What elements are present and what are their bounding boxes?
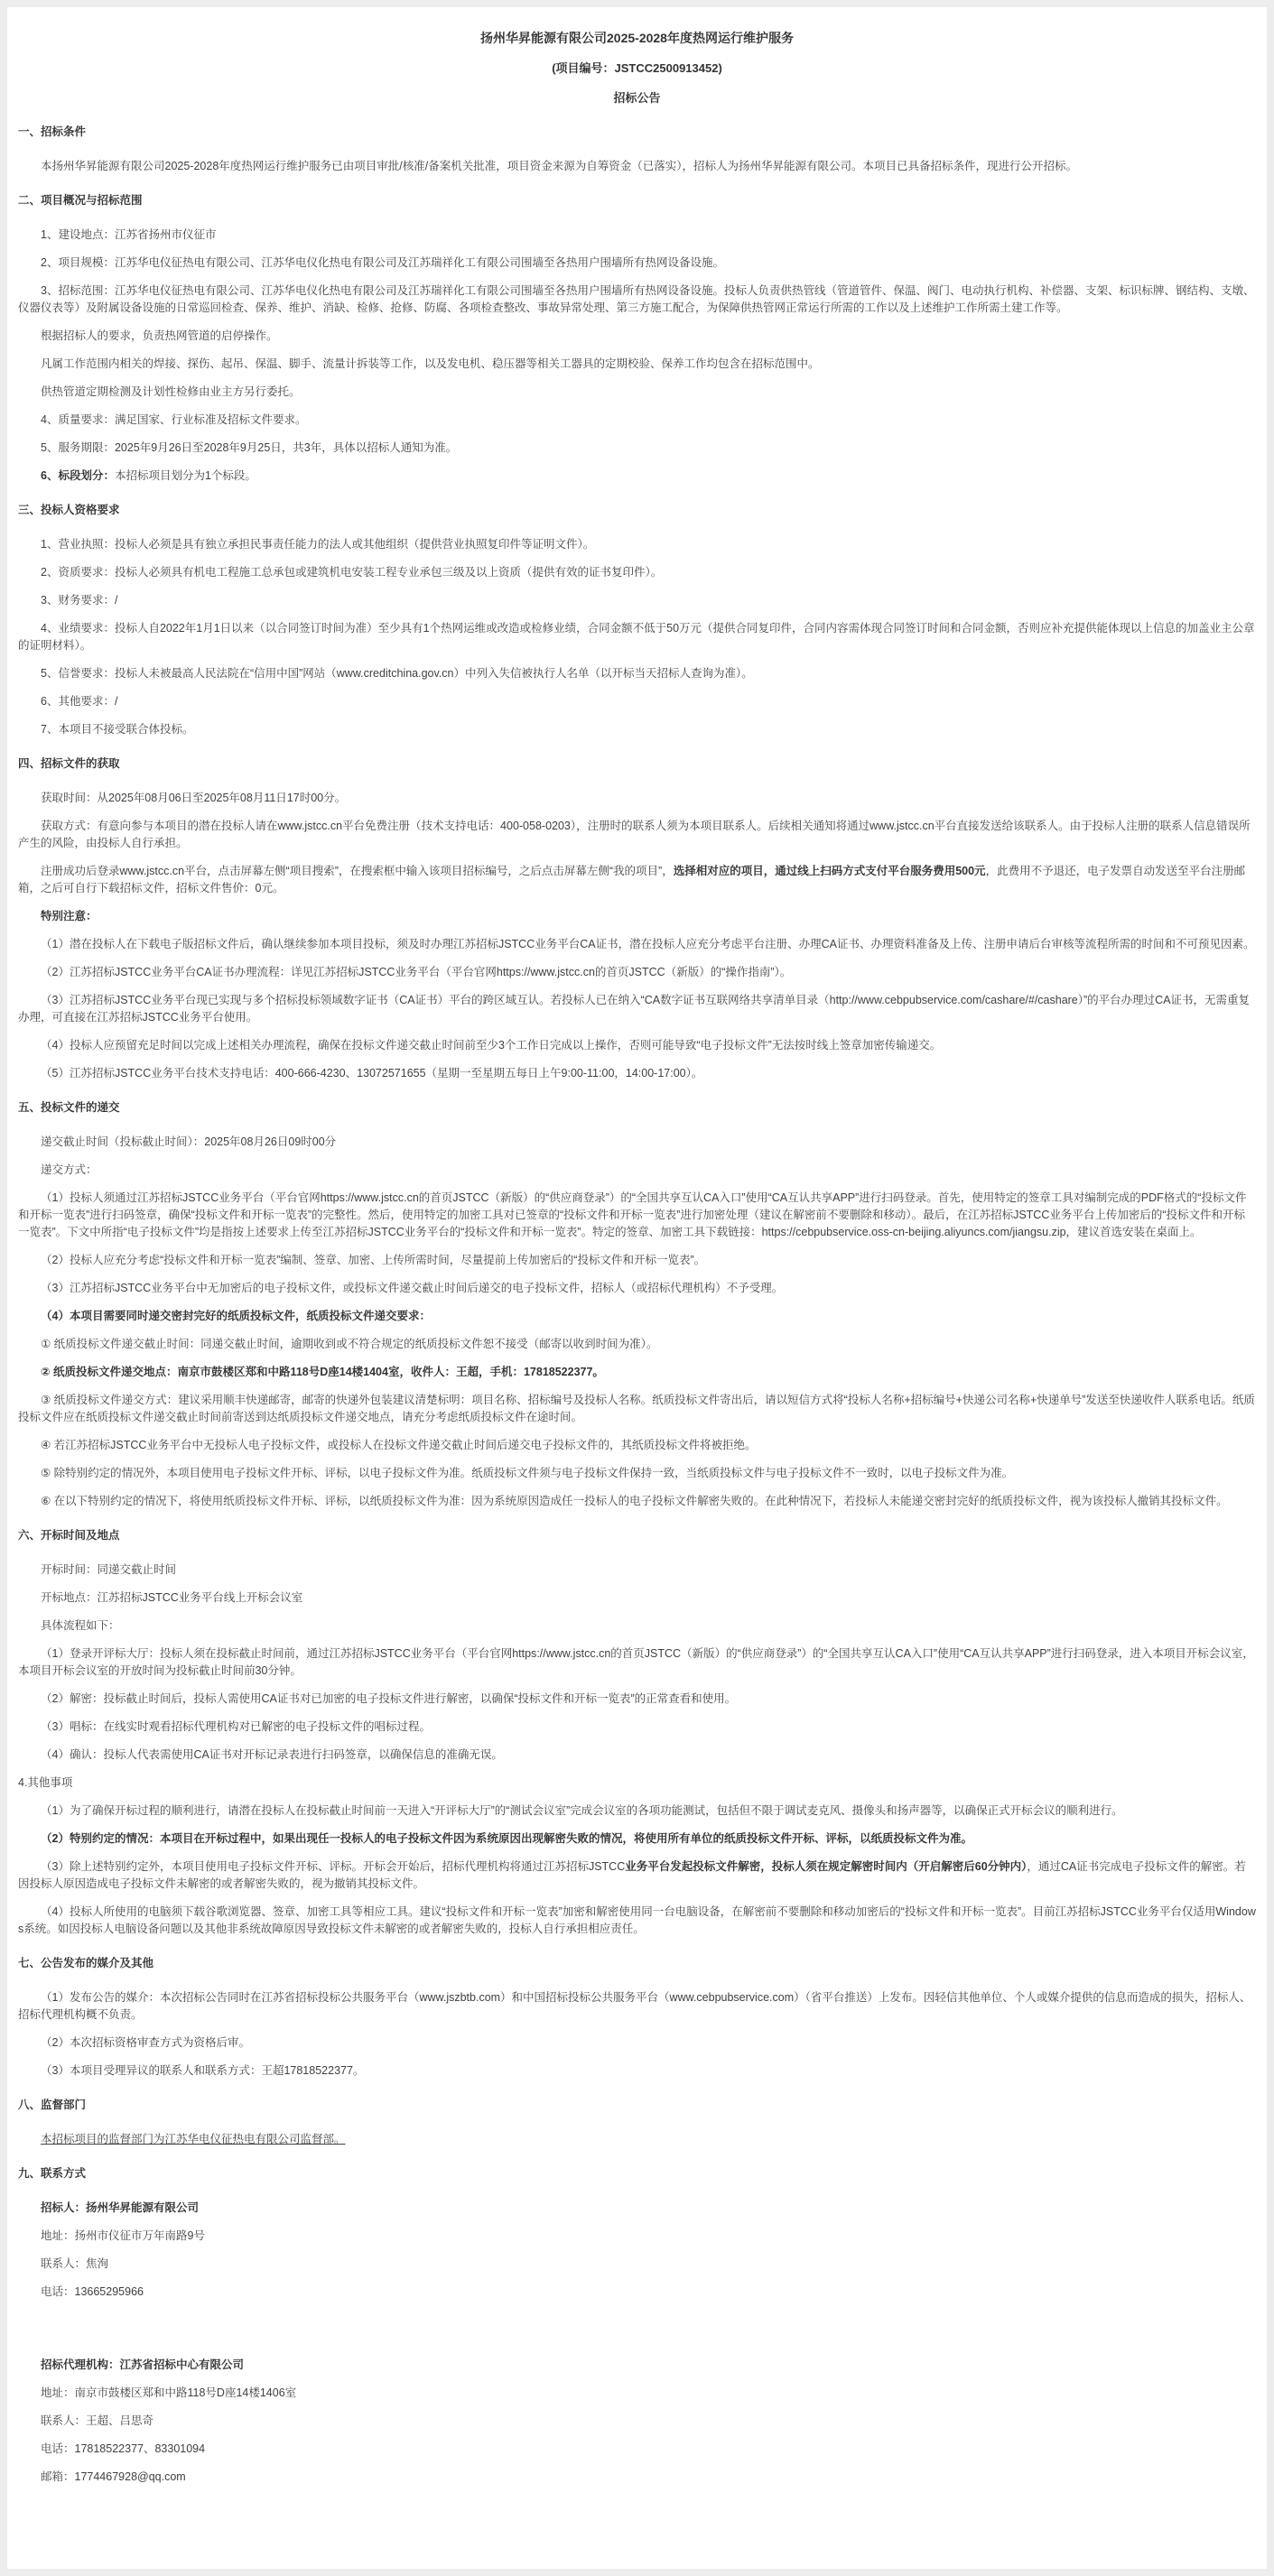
paragraph	[18, 908, 1256, 925]
text-segment: （1）投标人须通过江苏招标JSTCC业务平台（平台官网https://www.jstcc.cn的首页JSTCC（新版）的“供应商登录”）的“全国共享互认CA入口”使用“CA互认共享APP”进行扫码登录。首先，使用特定的签章工具对编制完成的PDF格式的“投标文件和开标一览表”进行扫码签章，确保“投标文件和开标一览表”的完整性。然后，使用特定的加密工具对已签章的“投标文件和开标一览表”进行加密处理（建议在解密前不要删除和移动）。最后，在江苏招标JSTCC业务平台上传加密后的“投标文件和开标一览表”。下文中所指“电子投标文件”均是指按上述要求上传至江苏招标JSTCC业务平台的“投标文件和开标一览表”。特定的签章、加密工具下载链接：https://cebpubservice.oss-cn-beijing.aliyuncs.com/jiangsu.zip，建议首选安装在桌面上。	[18, 1191, 1247, 1238]
text-segment: ，此费用不予退还，电子发票自动发送至平台注册邮箱，之后可自行下载招标文件，招标文件售价：0元。	[18, 865, 1246, 894]
text-segment: （1）为了确保开标过程的顺利进行，请潜在投标人在投标截止时间前一天进入“开评标大厅”的“测试会议室”完成会议室的各项功能测试，包括但不限于调试麦克风、摄像头和扬声器等，以确保正式开标会议的顺利进行。	[41, 1804, 1123, 1817]
paragraph	[18, 1162, 1256, 1179]
text-segment: （1）潜在投标人在下载电子版招标文件后，确认继续参加本项目投标，须及时办理江苏招标JSTCC业务平台CA证书，潜在投标人应充分考虑平台注册、办理CA证书、办理资料准备及上传、注册申请后台审核等流程所需的时间和不可预见因素。	[41, 938, 1255, 950]
announcement-body	[18, 124, 1256, 2486]
paragraph	[18, 1904, 1256, 1938]
text-segment: 获取时间：从2025年08月06日至2025年08月11日17时00分。	[41, 792, 347, 804]
text-segment: 6、标段划分：	[41, 469, 115, 482]
text-segment: 2、项目规模：江苏华电仪征热电有限公司、江苏华电仪化热电有限公司及江苏瑞祥化工有限公司围墙至各热用户围墙所有热网设备设施。	[41, 256, 724, 269]
paragraph	[18, 1308, 1256, 1325]
text-segment: 5、服务期限：2025年9月26日至2028年9月25日，共3年，具体以招标人通知为准。	[41, 441, 458, 454]
text-segment: 选择相对应的项目，通过线上扫码方式支付平台服务费用500元	[673, 865, 986, 877]
paragraph	[18, 1561, 1256, 1579]
text-segment: 本招标项目划分为1个标段。	[114, 469, 256, 482]
text-segment: 5、信誉要求：投标人未被最高人民法院在“信用中国”网站（www.creditchina.gov.cn）中列入失信被执行人名单（以开标当天招标人查询为准）。	[41, 667, 753, 680]
paragraph	[18, 592, 1256, 609]
text-segment: （2）本次招标资格审查方式为资格后审。	[41, 2036, 250, 2049]
section-heading: 三、投标人资格要求	[18, 504, 120, 516]
paragraph	[18, 693, 1256, 710]
text-segment: （4）投标人所使用的电脑须下载谷歌浏览器、签章、加密工具等相应工具。建议“投标文件和开标一览表”加密和解密使用同一台电脑设备，在解密前不要删除和移动加密后的“投标文件和开标一览表”。目前江苏招标JSTCC业务平台仅适用Windows系统。如因投标人电脑设备问题以及其他非系统故障原因导致投标文件未解密的或者解密失败的，投标人自行承担相应责任。	[18, 1905, 1256, 1935]
text-segment: （1）登录开评标大厅：投标人须在投标截止时间前，通过江苏招标JSTCC业务平台（平台官网https://www.jstcc.cn的首页JSTCC（新版）的“供应商登录”）的“全国共享互认CA入口”使用“CA互认共享APP”进行扫码登录，进入本项目开标会议室，本项目开标会议室的开放时间为投标截止时间前30分钟。	[18, 1647, 1254, 1677]
text-segment: 注册成功后登录www.jstcc.cn平台，点击屏幕左侧“项目搜索”，在搜索框中输入该项目招标编号，之后点击屏幕左侧“我的项目”，	[41, 865, 674, 877]
text-segment: （2）投标人应充分考虑“投标文件和开标一览表”编制、签章、加密、上传所需时间，尽量提前上传加密后的“投标文件和开标一览表”。	[41, 1254, 706, 1266]
text-segment: 4、质量要求：满足国家、行业标准及招标文件要求。	[41, 413, 307, 426]
paragraph	[18, 1392, 1256, 1426]
text-segment: 递交截止时间（投标截止时间）：2025年08月26日09时00分	[41, 1135, 337, 1148]
paragraph	[18, 936, 1256, 953]
text-segment: （4）本项目需要同时递交密封完好的纸质投标文件，纸质投标文件递交要求：	[41, 1310, 431, 1322]
paragraph	[18, 1719, 1256, 1736]
paragraph	[18, 1134, 1256, 1151]
text-segment: （2）特别约定的情况：本项目在开标过程中，如果出现任一投标人的电子投标文件因为系统原因出现解密失败的情况，将使用所有单位的纸质投标文件开标、评标，以纸质投标文件为准。	[41, 1832, 972, 1845]
text-segment: 特别注意：	[41, 910, 98, 922]
paragraph	[18, 992, 1256, 1026]
paragraph	[18, 2256, 1256, 2273]
paragraph	[18, 1364, 1256, 1381]
text-segment: 本扬州华昇能源有限公司2025-2028年度热网运行维护服务已由项目审批/核准/备案机关批准，项目资金来源为自筹资金（已落实），招标人为扬州华昇能源有限公司。本项目已具备招标条件，现进行公开招标。	[41, 160, 1077, 172]
text-segment: （1）发布公告的媒介：本次招标公告同时在江苏省招标投标公共服务平台（www.jszbtb.com）和中国招标投标公共服务平台（www.cebpubservice.com）（省平台推送）上发布。因轻信其他单位、个人或媒介提供的信息而造成的损失，招标人、招标代理机构概不负责。	[18, 1991, 1251, 2021]
section-heading: 六、开标时间及地点	[18, 1529, 120, 1542]
paragraph	[18, 255, 1256, 272]
text-segment: 开标时间：同递交截止时间	[41, 1563, 177, 1576]
text-segment: 1、营业执照：投标人必须是具有独立承担民事责任能力的法人或其他组织（提供营业执照复印件等证明文件）。	[41, 538, 595, 551]
paragraph	[18, 1493, 1256, 1510]
paragraph	[18, 1589, 1256, 1607]
text-segment: 3、招标范围：江苏华电仪征热电有限公司、江苏华电仪化热电有限公司及江苏瑞祥化工有限公司围墙至各热用户围墙所有热网设备设施。投标人负责供热管线（管道管件、保温、阀门、电动执行机构、补偿器、支架、标识标牌、钢结构、支墩、仪器仪表等）及附属设备设施的日常巡回检查、保养、维护、消缺、检修、抢修、防腐、各项检查整改、事故异常处理、第三方施工配合，为保障供热管网正常运行所需的工作以及上述维护工作所需土建工作等。	[18, 284, 1255, 314]
text-segment: 电话：13665295966	[41, 2285, 144, 2298]
text-segment: 4.其他事项	[18, 1776, 73, 1789]
text-segment: ① 纸质投标文件递交截止时间：同递交截止时间，逾期收到或不符合规定的纸质投标文件恕不接受（邮寄以收到时间为准）。	[41, 1338, 658, 1350]
section-heading: 五、投标文件的递交	[18, 1101, 120, 1114]
paragraph	[18, 158, 1256, 175]
section-heading: 二、项目概况与招标范围	[18, 194, 143, 207]
paragraph	[18, 1858, 1256, 1893]
text-segment: ③ 纸质投标文件递交方式：建议采用顺丰快递邮寄，邮寄的快递外包装建议清楚标明：项目名称、招标编号及投标人名称。纸质投标文件寄出后，请以短信方式将“投标人名称+招标编号+快递公司名称+快递单号”发送至快递收件人联系电话。纸质投标文件应在纸质投标文件递交截止时间前寄送到达纸质投标文件递交地点，请充分考虑纸质投标文件在途时间。	[18, 1394, 1255, 1423]
paragraph	[18, 384, 1256, 401]
paragraph	[18, 1691, 1256, 1708]
text-segment: 7、本项目不接受联合体投标。	[41, 723, 194, 736]
paragraph	[18, 1617, 1256, 1635]
text-segment: 开标地点：江苏招标JSTCC业务平台线上开标会议室	[41, 1591, 303, 1604]
paragraph	[18, 790, 1256, 807]
document-type-label: 招标公告	[613, 91, 661, 105]
paragraph	[18, 1252, 1256, 1269]
text-segment: 地址：南京市鼓楼区郑和中路118号D座14楼1406室	[41, 2386, 297, 2399]
paragraph	[18, 283, 1256, 317]
text-segment: 3、财务要求：/	[41, 594, 118, 607]
text-segment: （4）投标人应预留充足时间以完成上述相关办理流程，确保在投标文件递交截止时间前至少3个工作日完成以上操作，否则可能导致“电子投标文件”无法按时线上签章加密传输递交。	[41, 1039, 942, 1052]
text-segment: 供热管道定期检测及计划性检修由业主方另行委托。	[41, 385, 301, 398]
paragraph	[18, 1774, 1256, 1792]
paragraph	[18, 468, 1256, 485]
paragraph	[18, 1065, 1256, 1082]
text-segment: 具体流程如下：	[41, 1619, 120, 1632]
paragraph	[18, 328, 1256, 345]
text-segment: 1、建设地点：江苏省扬州市仪征市	[41, 228, 217, 241]
project-number: (项目编号：JSTCC2500913452)	[552, 61, 722, 75]
paragraph	[18, 536, 1256, 553]
text-segment: （3）本项目受理异议的联系人和联系方式：王超17818522377。	[41, 2064, 365, 2077]
text-segment: ⑥ 在以下特别约定的情况下，将使用纸质投标文件开标、评标，以纸质投标文件为准：因为系统原因造成任一投标人的电子投标文件解密失败的。在此种情况下，若投标人未能递交密封完好的纸质投标文件，视为该投标人撤销其投标文件。	[41, 1495, 1228, 1507]
text-segment: 凡属工作范围内相关的焊接、探伤、起吊、保温、脚手、流量计拆装等工作，以及发电机、稳压器等相关工器具的定期校验、保养工作均包含在招标范围中。	[41, 357, 820, 370]
paragraph	[18, 665, 1256, 682]
text-segment: ② 纸质投标文件递交地点：南京市鼓楼区郑和中路118号D座14楼1404室，收件人：王超，手机：17818522377。	[41, 1366, 604, 1378]
text-segment: ④ 若江苏招标JSTCC业务平台中无投标人电子投标文件，或投标人在投标文件递交截止时间后递交电子投标文件的，其纸质投标文件将被拒绝。	[41, 1439, 757, 1451]
page-title: 扬州华昇能源有限公司2025-2028年度热网运行维护服务	[480, 31, 794, 45]
paragraph	[18, 2228, 1256, 2245]
paragraph	[18, 2284, 1256, 2301]
text-segment: 联系人：王超、吕思奇	[41, 2414, 154, 2427]
text-segment: 6、其他要求：/	[41, 695, 118, 708]
text-segment: ，通过CA证书完成电子投标文件的解密。若因投标人原因造成电子投标文件未解密的或者解密失败的，视为撤销其投标文件。	[18, 1860, 1246, 1890]
paragraph	[18, 2469, 1256, 2486]
section-heading: 八、监督部门	[18, 2099, 87, 2111]
section-heading: 九、联系方式	[18, 2167, 87, 2180]
paragraph	[18, 2131, 1256, 2148]
paragraph	[18, 818, 1256, 852]
text-segment: 2、资质要求：投标人必须具有机电工程施工总承包或建筑机电安装工程专业承包三级及以上资质（提供有效的证书复印件）。	[41, 566, 663, 579]
paragraph	[18, 1989, 1256, 2024]
text-segment: 根据招标人的要求，负责热网管道的启停操作。	[41, 329, 278, 342]
paragraph	[18, 564, 1256, 581]
paragraph	[18, 2062, 1256, 2080]
text-segment: 招标人：扬州华昇能源有限公司	[41, 2201, 200, 2214]
section-heading: 四、招标文件的获取	[18, 757, 120, 770]
announcement-page	[7, 7, 1267, 2569]
paragraph	[18, 1465, 1256, 1482]
paragraph	[18, 412, 1256, 429]
paragraph	[18, 2385, 1256, 2402]
paragraph	[18, 2034, 1256, 2052]
text-segment: 电话：17818522377、83301094	[41, 2442, 206, 2455]
text-segment: 获取方式：有意向参与本项目的潜在投标人请在www.jstcc.cn平台免费注册（技术支持电话：400-058-0203），注册时的联系人须为本项目联系人。后续相关通知将通过www.jstcc.cn平台直接发送给该联系人。由于投标人注册的联系人信息错误所产生的风险，由投标人自行承担。	[18, 820, 1251, 849]
paragraph	[18, 1747, 1256, 1764]
text-segment: 招标代理机构：江苏省招标中心有限公司	[41, 2358, 245, 2371]
paragraph	[18, 1802, 1256, 1820]
text-segment: 本招标项目的监督部门为江苏华电仪征热电有限公司监督部。	[41, 2133, 346, 2145]
paragraph	[18, 620, 1256, 654]
text-segment: 4、业绩要求：投标人自2022年1月1日以来（以合同签订时间为准）至少具有1个热网运维或改造或检修业绩，合同金额不低于50万元（提供合同复印件，合同内容需体现合同签订时间和合同金额，否则应补充提供能体现以上信息的加盖业主公章的证明材料）。	[18, 622, 1255, 652]
text-segment: （3）唱标：在线实时观看招标代理机构对已解密的电子投标文件的唱标过程。	[41, 1720, 431, 1733]
paragraph	[18, 440, 1256, 457]
document-header	[18, 29, 1256, 107]
paragraph	[18, 1437, 1256, 1454]
paragraph	[18, 863, 1256, 897]
paragraph	[18, 1830, 1256, 1848]
paragraph	[18, 2413, 1256, 2430]
paragraph	[18, 1190, 1256, 1241]
text-segment: （5）江苏招标JSTCC业务平台技术支持电话：400-666-4230、13072571655（星期一至星期五每日上午9:00-11:00，14:00-17:00）。	[41, 1067, 703, 1080]
text-segment: 邮箱：1774467928@qq.com	[41, 2470, 186, 2483]
paragraph	[18, 1336, 1256, 1353]
paragraph	[18, 356, 1256, 373]
text-segment: （2）解密：投标截止时间后，投标人需使用CA证书对已加密的电子投标文件进行解密，以确保“投标文件和开标一览表”的正常查看和使用。	[41, 1692, 737, 1705]
text-segment: 联系人：焦洵	[41, 2257, 109, 2270]
paragraph	[18, 2200, 1256, 2217]
section-heading: 一、招标条件	[18, 125, 87, 138]
text-segment: （3）江苏招标JSTCC业务平台现已实现与多个招标投标领域数字证书（CA证书）平台的跨区域互认。若投标人已在纳入“CA数字证书互联网络共享清单目录（http://www.cebpubservice.com/cashare/#/cashare）”的平台办理过CA证书，无需重复办理，可直接在江苏招标JSTCC业务平台使用。	[18, 994, 1251, 1024]
section-heading: 七、公告发布的媒介及其他	[18, 1957, 154, 1969]
text-segment: 递交方式：	[41, 1163, 98, 1176]
paragraph	[18, 721, 1256, 738]
text-segment: 业务平台发起投标文件解密，投标人须在规定解密时间内（开启解密后60分钟内）	[625, 1860, 1028, 1873]
paragraph	[18, 227, 1256, 244]
paragraph	[18, 1280, 1256, 1297]
text-segment: 地址：扬州市仪征市万年南路9号	[41, 2229, 205, 2242]
paragraph	[18, 2441, 1256, 2458]
paragraph	[18, 1645, 1256, 1680]
paragraph	[18, 2357, 1256, 2374]
text-segment: （3）江苏招标JSTCC业务平台中无加密后的电子投标文件，或投标文件递交截止时间后递交的电子投标文件，招标人（或招标代理机构）不予受理。	[41, 1282, 784, 1294]
paragraph	[18, 964, 1256, 981]
text-segment: （2）江苏招标JSTCC业务平台CA证书办理流程：详见江苏招标JSTCC业务平台（平台官网https://www.jstcc.cn的首页JSTCC（新版）的“操作指南”）。	[41, 966, 792, 978]
text-segment: （3）除上述特别约定外，本项目使用电子投标文件开标、评标。开标会开始后，招标代理机构将通过江苏招标JSTCC	[41, 1860, 626, 1873]
text-segment: ⑤ 除特别约定的情况外，本项目使用电子投标文件开标、评标，以电子投标文件为准。纸质投标文件须与电子投标文件保持一致，当纸质投标文件与电子投标文件不一致时，以电子投标文件为准。	[41, 1467, 1014, 1479]
paragraph	[18, 1037, 1256, 1054]
text-segment: （4）确认：投标人代表需使用CA证书对开标记录表进行扫码签章，以确保信息的准确无误。	[41, 1748, 503, 1761]
